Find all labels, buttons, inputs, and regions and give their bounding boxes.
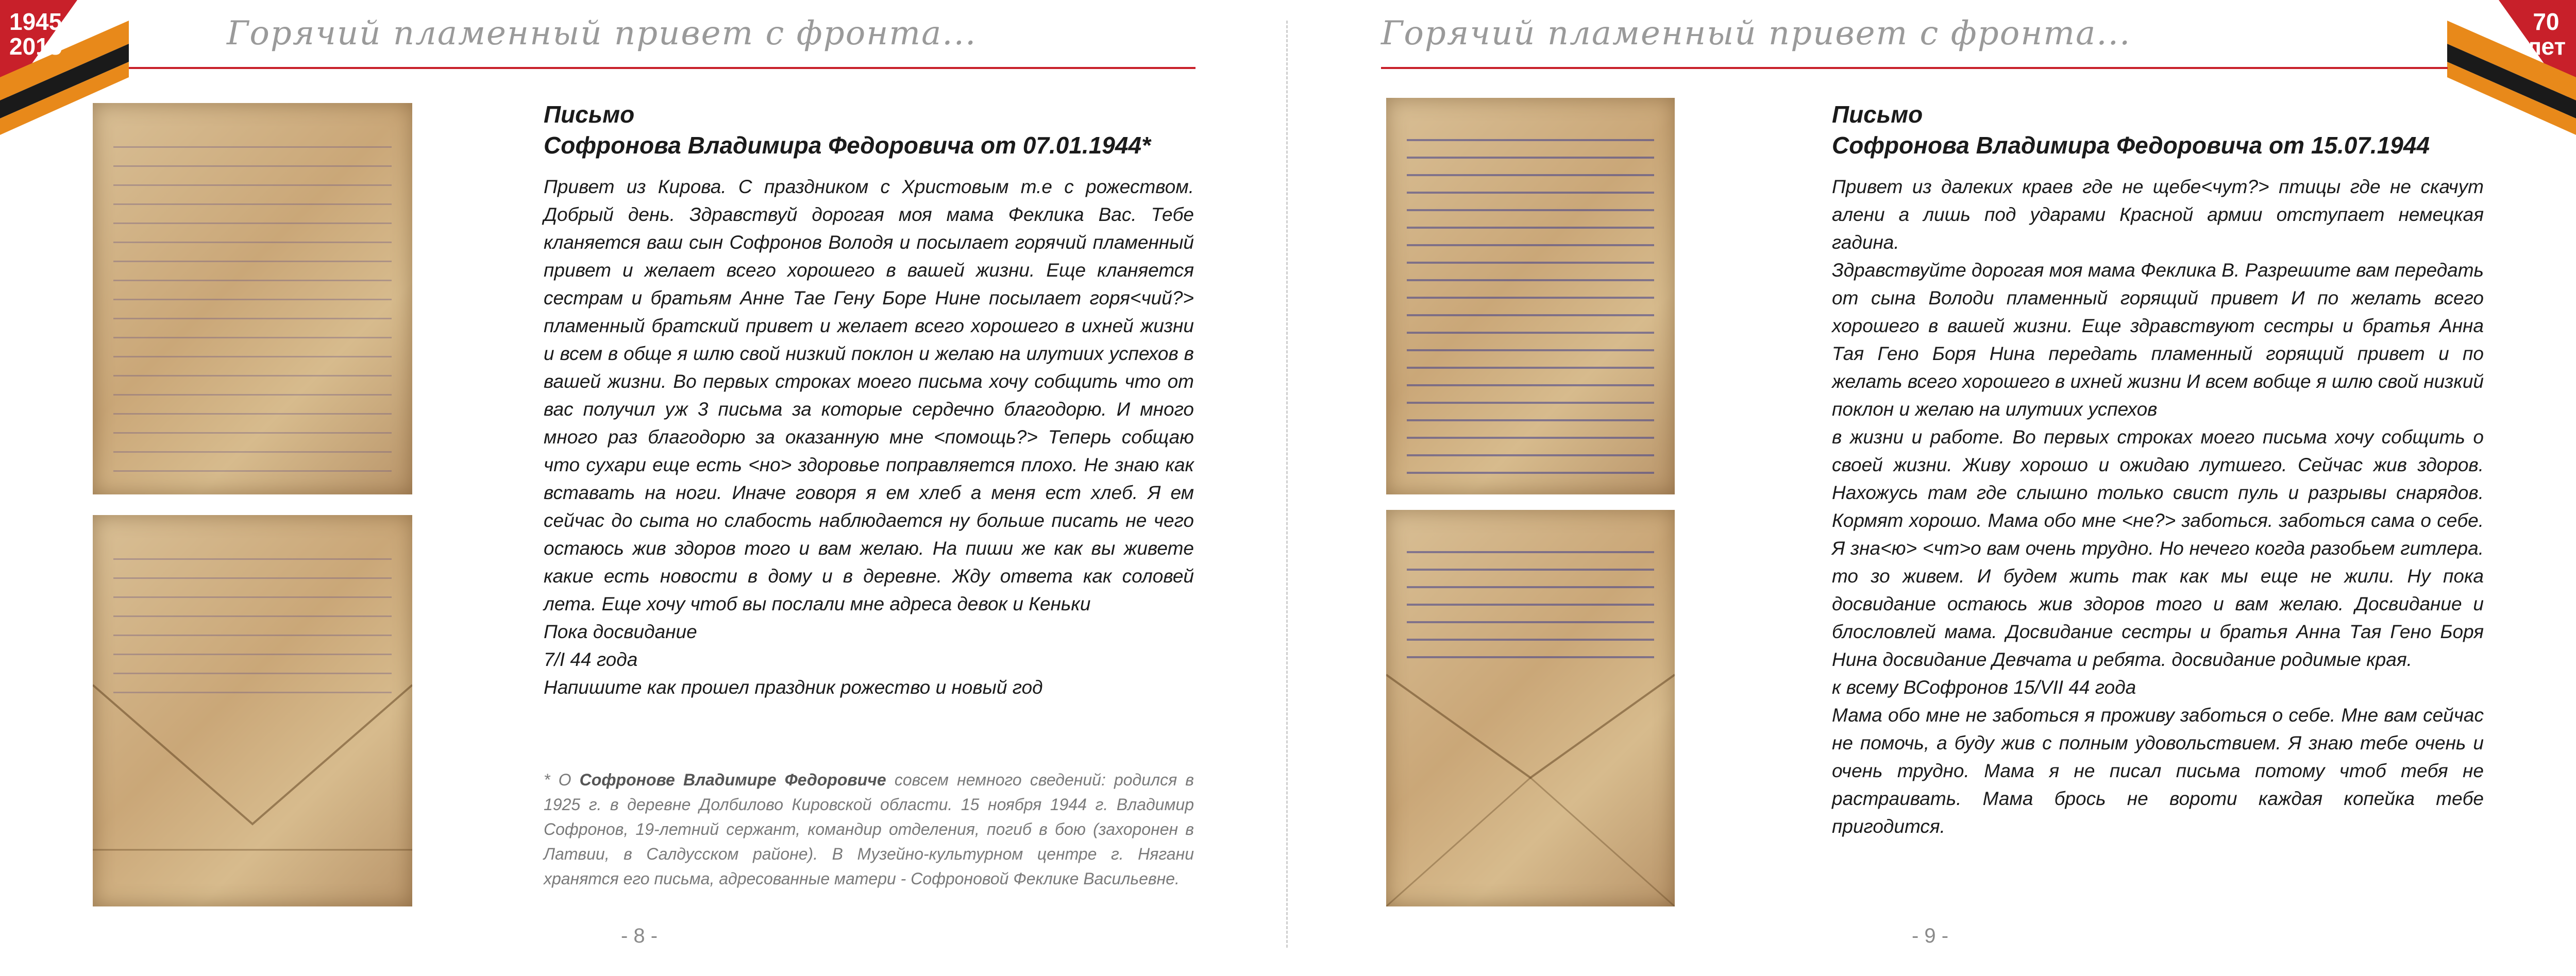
right-page (1288, 0, 2576, 976)
paragraph: Привет из далеких краев где не щебе<чут?> птицы где не скачут алени а лишь под ударами Красной армии отступает немецкая гадина. (1832, 176, 2484, 253)
header-rule-left (129, 67, 1196, 69)
letter-body-left (544, 173, 1194, 701)
paragraph: Мама обо мне не заботься я проживу заботься о себе. Мне вам сейчас не помочь, а буду жив с полным удовольствием. Я знаю тебе очень и очень трудно. Мама я не писал письма потому чтоб тебя не растраивать. Мама брось не вороти каждая копейка тебе пригодится. (1832, 705, 2484, 837)
page-number-right: - 9 - (1912, 924, 1949, 947)
paragraph: Напишите как прошел праздник рожество и новый год (544, 677, 1043, 698)
header-rule-right (1381, 67, 2448, 69)
header-script-right: Горячий пламенный привет с фронта... (1381, 14, 2131, 53)
letter-title-right: Письмо Софронова Владимира Федоровича от 15.07.1944 (1832, 101, 2430, 159)
letter-photo-right (1386, 98, 1675, 494)
envelope-photo (93, 515, 412, 906)
footnote: * О Софронове Владимире Федоровиче совсем немного сведений: родился в 1925 г. в деревне Долбилово Кировской области. 15 ноября 1944 г. Владимир Софронов, 19-летний сержант, командир отделения, погиб в бою (захоронен в Латвии, в Салдусском районе). В Музейно-культурном центре г. Нягани хранятся его письма, адресованные матери - Софроновой Феклике Васильевне. (544, 770, 1194, 888)
letter-title-left: Письмо Софронова Владимира Федоровича от 07.01.1944* (544, 101, 1151, 159)
spine-divider (1286, 21, 1288, 948)
anniversary-badge: 70 лет (2526, 8, 2566, 60)
paragraph: Пока досвидание (544, 621, 697, 642)
letter-body-right (1832, 173, 2484, 841)
page-number-left: - 8 - (621, 924, 658, 947)
letter-photo-front (93, 103, 412, 494)
year-badge: 1945 2015 (9, 8, 62, 60)
paragraph: в жизни и работе. Во первых строках моего письма хочу собщить о своей жизни. Живу хорошо и ожидаю лутшего. Сейчас жив здоров. Нахожусь там где слышно только свист пуль и разрывы снарядов. Кормят хорошо. Мама обо мне <не?> заботься. заботься сама о себе. Я зна<ю> <чт>о вам очень трудно. Но нечего когда разобьем гитлера. то зо живем. И будем жить так как мы еще не жили. Ну пока досвидание остаюсь жив здоров того и вам желаю. Досвидание и блословлей мама. Досвидание сестры и братья Анна Тая Гено Боря Нина досвидание Девчата и ребята. досвидание родимые края. (1832, 426, 2484, 670)
paragraph: Привет из Кирова. С праздником с Христовым т.е с рожеством. Добрый день. Здравствуй дорогая моя мама Феклика Вас. Тебе кланяется ваш сын Софронов Володя и посылает горячий пламенный привет и желает всего хорошего в вашей жизни. Еще кланяется сестрам и братьям Анне Тае Гену Боре Нине посылает горя<чий?> пламенный братский привет и желает всего хорошего в ихней жизни и всем в обще я шлю свой низкий поклон и желаю на илутиих успехов в вашей жизни. Во первых строках моего письма хочу собщить что от вас получил уж 3 письма за которые сердечно благодорю. И много много раз благодорю за оказанную мне <помощь?> Теперь собщаю что сухари еще есть <но> здоровье поправляется плохо. Не знаю как вставать на ноги. Иначе говоря я ем хлеб а меня ест хлеб. Я ем сейчас до сыта но слабость наблюдается ну больше писать не чего остаюсь жив здоров того и вам желаю. На пиши же как вы живете какие есть новости в дому и в деревне. Жду ответа как соловей лета. Еще хочу чтоб вы послали мне адреса девок и Кеньки (544, 176, 1194, 614)
paragraph: 7/I 44 года (544, 649, 638, 670)
paragraph: Здравствуйте дорогая моя мама Феклика В. Разрешите вам передать от сына Володи пламенный горящий привет И по желать всего хорошего в вашей жизни. Еще здравствуют сестры и братья Анна Тая Гено Боря Нина передать пламенный горящий привет и по желать всего хорошего в ихней жизни И всем вобще я шлю свой низкий поклон и желаю на илутиих успехов (1832, 260, 2484, 420)
paragraph: к всему ВСофронов 15/VII 44 года (1832, 677, 2136, 698)
header-script-left: Горячий пламенный привет с фронта... (227, 14, 977, 53)
envelope-photo-right (1386, 510, 1675, 906)
